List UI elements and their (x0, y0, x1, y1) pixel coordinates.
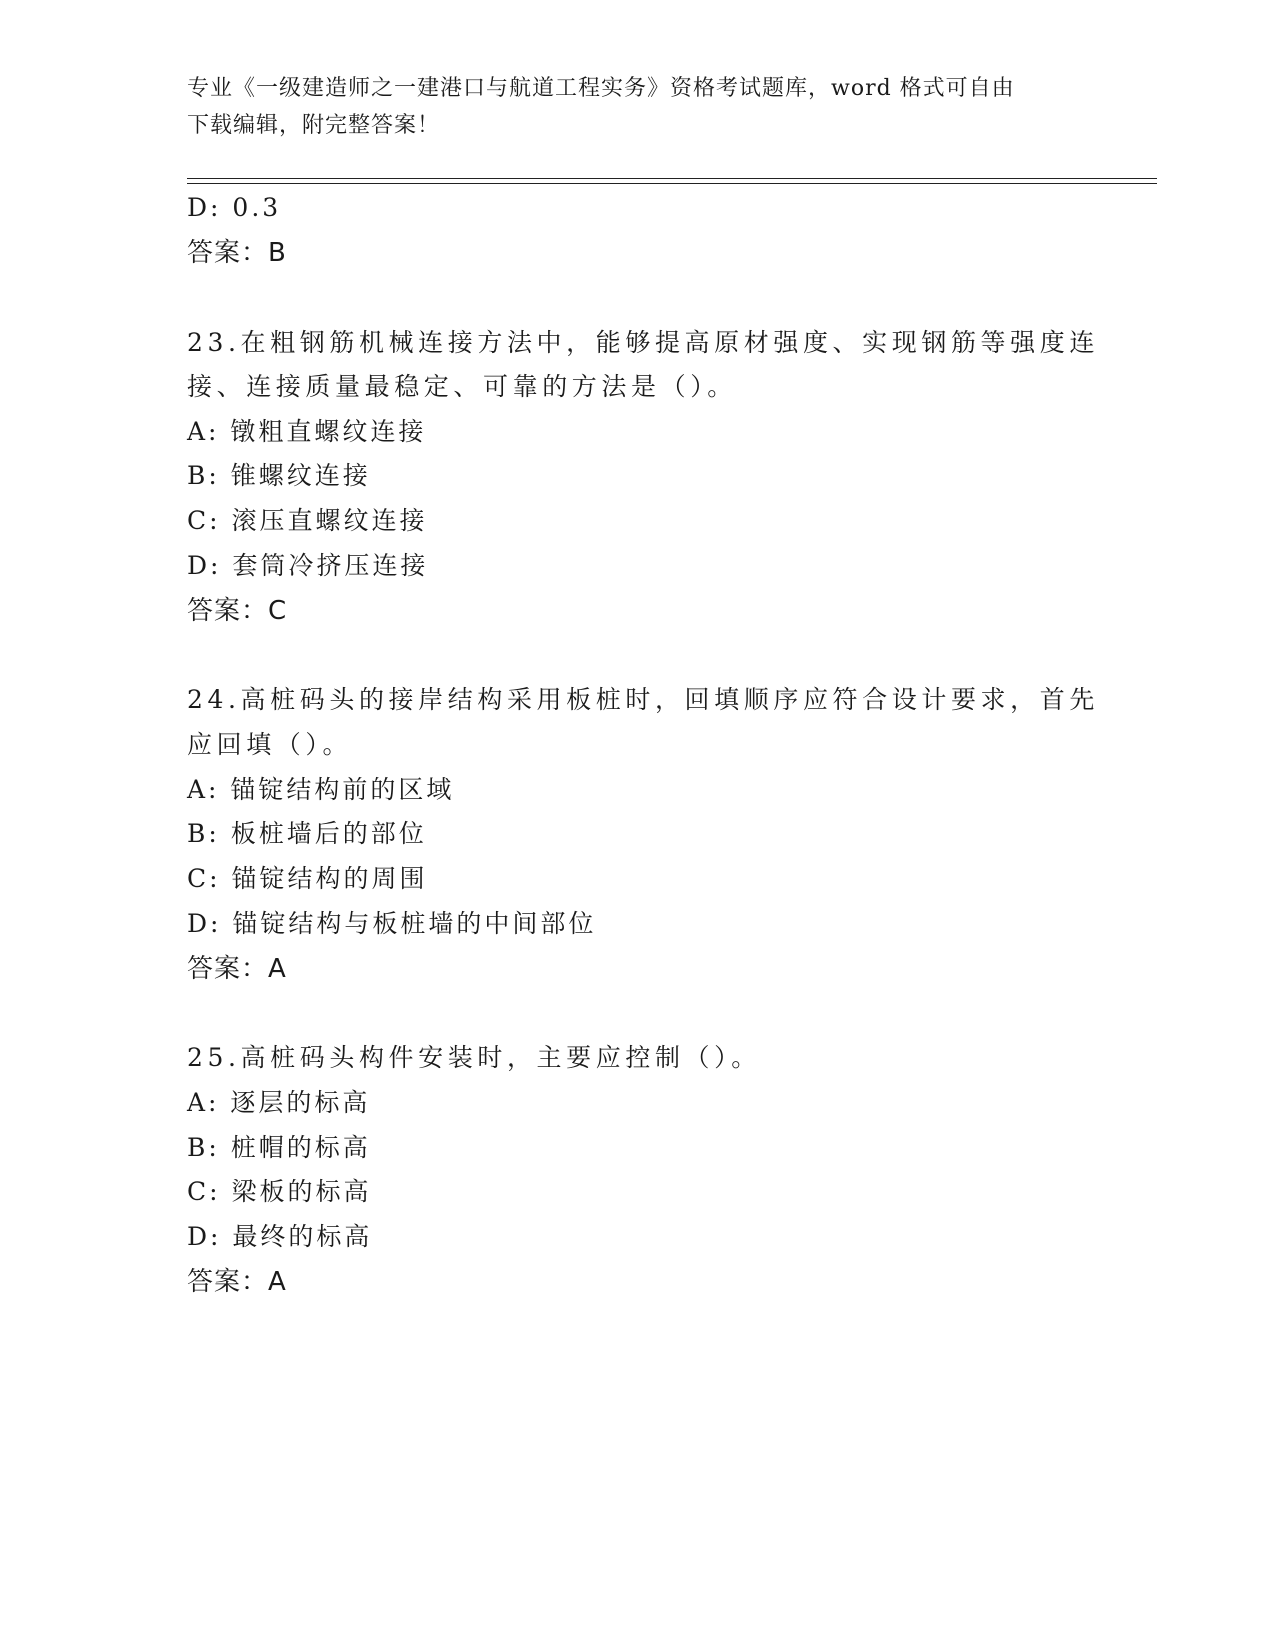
q23-option-d: D: 套筒冷挤压连接 (187, 551, 429, 580)
q24-stem-line-2: 应回填（）。 (187, 730, 353, 759)
q24-option-a: A: 锚锭结构前的区域 (187, 775, 455, 804)
q24-answer: 答案：A (187, 954, 287, 984)
q23-stem-line-1: 23.在粗钢筋机械连接方法中，能够提高原材强度、实现钢筋等强度连 (187, 328, 1099, 357)
header-line-2: 下载编辑，附完整答案！ (187, 113, 441, 138)
prev-option-d: D: 0.3 (187, 193, 282, 222)
q23-option-a: A: 镦粗直螺纹连接 (187, 417, 427, 446)
q25-option-d: D: 最终的标高 (187, 1222, 373, 1251)
header-line-1: 专业《一级建造师之一建港口与航道工程实务》资格考试题库，word 格式可自由 (187, 76, 1015, 101)
q25-option-b: B: 桩帽的标高 (187, 1133, 371, 1162)
prev-answer: 答案：B (187, 238, 287, 268)
q25-option-a: A: 逐层的标高 (187, 1088, 371, 1117)
q23-option-c: C: 滚压直螺纹连接 (187, 506, 428, 535)
q23-answer: 答案：C (187, 596, 288, 626)
q24-option-c: C: 锚锭结构的周围 (187, 864, 428, 893)
q23-option-b: B: 锥螺纹连接 (187, 461, 371, 490)
q23-stem-line-2: 接、连接质量最稳定、可靠的方法是（）。 (187, 372, 737, 401)
q25-stem-line-1: 25.高桩码头构件安装时，主要应控制（）。 (187, 1043, 761, 1072)
header-divider-bottom (187, 183, 1157, 184)
q24-stem-line-1: 24.高桩码头的接岸结构采用板桩时，回填顺序应符合设计要求，首先 (187, 685, 1099, 714)
document-header (187, 70, 1087, 144)
q24-option-d: D: 锚锭结构与板桩墙的中间部位 (187, 909, 597, 938)
q24-option-b: B: 板桩墙后的部位 (187, 819, 427, 848)
q25-option-c: C: 梁板的标高 (187, 1177, 372, 1206)
header-divider-top (187, 178, 1157, 179)
q25-answer: 答案：A (187, 1267, 287, 1297)
